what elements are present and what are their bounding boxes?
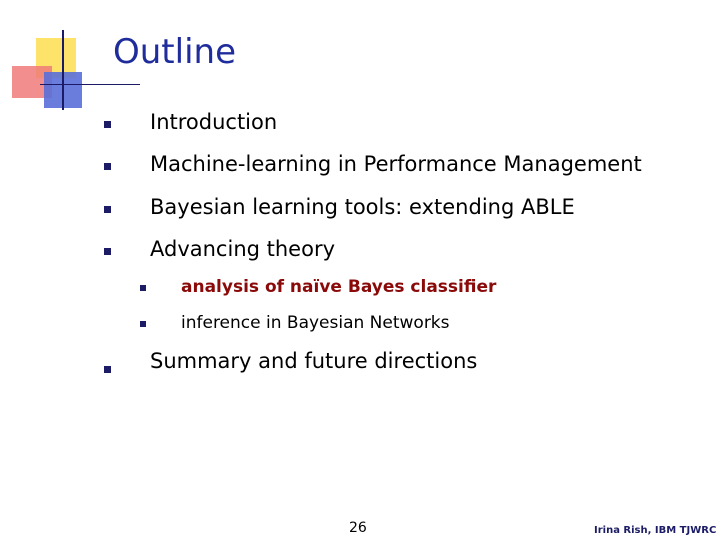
bullet-icon	[104, 206, 111, 213]
decor-horizontal-line	[40, 84, 140, 85]
author-credit: Irina Rish, IBM TJWRC	[594, 525, 717, 536]
outline-item-advancing-theory: Advancing theory	[150, 237, 336, 261]
decor-vertical-line	[62, 30, 64, 110]
bullet-icon	[104, 163, 111, 170]
sub-item-bayesian-networks: inference in Bayesian Networks	[181, 313, 450, 333]
sub-item-naive-bayes: analysis of naïve Bayes classifier	[181, 277, 497, 297]
outline-item-machine-learning: Machine-learning in Performance Management	[150, 152, 642, 176]
page-number: 26	[349, 520, 367, 536]
outline-item-introduction: Introduction	[150, 110, 278, 134]
outline-item-bayesian-tools: Bayesian learning tools: extending ABLE	[150, 195, 575, 219]
sub-bullet-icon	[140, 285, 146, 291]
bullet-icon	[104, 248, 111, 255]
slide-title: Outline	[113, 32, 237, 72]
sub-bullet-icon	[140, 321, 146, 327]
bullet-icon	[104, 121, 111, 128]
bullet-icon	[104, 366, 111, 373]
outline-item-summary: Summary and future directions	[150, 349, 478, 373]
